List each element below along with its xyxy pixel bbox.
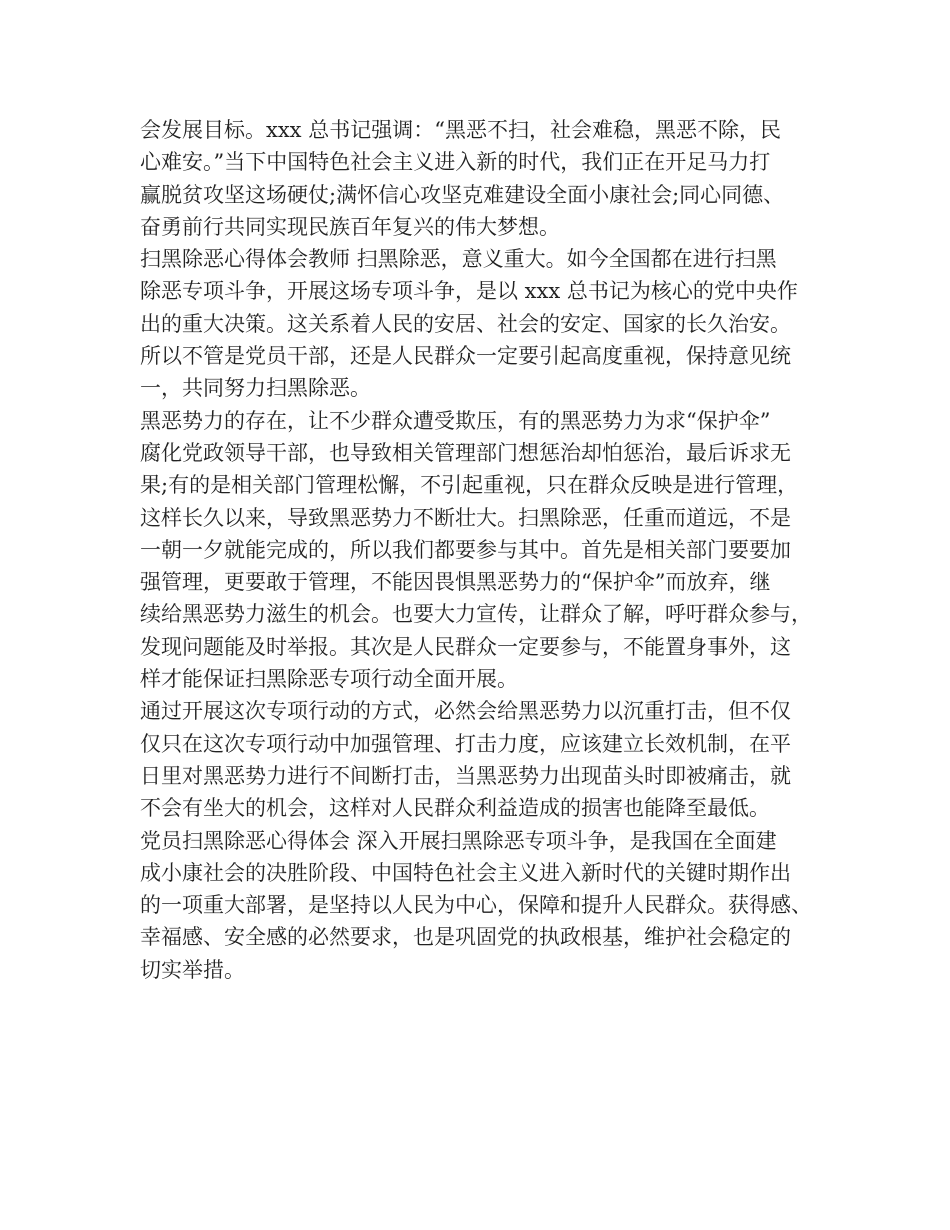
paragraph-3 <box>140 405 812 696</box>
text-line: 一朝一夕就能完成的，所以我们都要参与其中。首先是相关部门要要加 <box>140 537 791 562</box>
text-line: 成小康社会的决胜阶段、中国特色社会主义进入新时代的关键时期作出 <box>140 860 791 885</box>
text-line: 一，共同努力扫黑除恶。 <box>140 376 371 401</box>
text-line: 样才能保证扫黑除恶专项行动全面开展。 <box>140 667 518 692</box>
text-line: 发现问题能及时举报。其次是人民群众一定要参与，不能置身事外，这 <box>140 634 791 659</box>
text-line: 日里对黑恶势力进行不间断打击，当黑恶势力出现苗头时即被痛击，就 <box>140 763 791 788</box>
text-line: 会发展目标。xxx 总书记强调：“黑恶不扫，社会难稳，黑恶不除，民 <box>140 118 781 142</box>
document-page <box>140 114 812 986</box>
paragraph-1 <box>140 114 812 243</box>
text-line: 强管理，更要敢于管理，不能因畏惧黑恶势力的“保护伞”而放弃，继 <box>140 570 771 595</box>
text-line: 赢脱贫攻坚这场硬仗;满怀信心攻坚克难建设全面小康社会;同心同德、 <box>140 182 785 207</box>
paragraph-5 <box>140 825 812 986</box>
text-line: 切实举措。 <box>140 957 245 982</box>
text-line: 仅只在这次专项行动中加强管理、打击力度，应该建立长效机制，在平 <box>140 731 791 756</box>
text-line: 的一项重大部署，是坚持以人民为中心，保障和提升人民群众。获得感、 <box>140 893 812 918</box>
text-line: 腐化党政领导干部，也导致相关管理部门想惩治却怕惩治，最后诉求无 <box>140 440 791 465</box>
text-line: 续给黑恶势力滋生的机会。也要大力宣传，让群众了解，呼吁群众参与， <box>140 602 812 627</box>
text-line: 黑恶势力的存在，让不少群众遭受欺压，有的黑恶势力为求“保护伞” <box>140 408 771 433</box>
paragraph-2 <box>140 243 812 404</box>
text-line: 不会有坐大的机会，这样对人民群众利益造成的损害也能降至最低。 <box>140 796 770 821</box>
text-line: 党员扫黑除恶心得体会 深入开展扫黑除恶专项斗争，是我国在全面建 <box>140 828 777 853</box>
text-line: 果;有的是相关部门管理松懈，不引起重视，只在群众反映是进行管理， <box>140 473 799 498</box>
paragraph-4 <box>140 695 812 824</box>
text-line: 奋勇前行共同实现民族百年复兴的伟大梦想。 <box>140 214 560 239</box>
text-line: 所以不管是党员干部，还是人民群众一定要引起高度重视，保持意见统 <box>140 344 791 369</box>
text-line: 除恶专项斗争，开展这场专项斗争，是以 xxx 总书记为核心的党中央作 <box>140 279 798 304</box>
text-line: 出的重大决策。这关系着人民的安居、社会的安定、国家的长久治安。 <box>140 311 791 336</box>
text-line: 通过开展这次专项行动的方式，必然会给黑恶势力以沉重打击，但不仅 <box>140 699 791 724</box>
text-line: 扫黑除恶心得体会教师 扫黑除恶，意义重大。如今全国都在进行扫黑 <box>140 247 777 272</box>
text-line: 心难安。”当下中国特色社会主义进入新的时代，我们正在开足马力打 <box>140 150 771 175</box>
text-line: 这样长久以来，导致黑恶势力不断壮大。扫黑除恶，任重而道远，不是 <box>140 505 791 530</box>
text-line: 幸福感、安全感的必然要求，也是巩固党的执政根基，维护社会稳定的 <box>140 925 791 950</box>
